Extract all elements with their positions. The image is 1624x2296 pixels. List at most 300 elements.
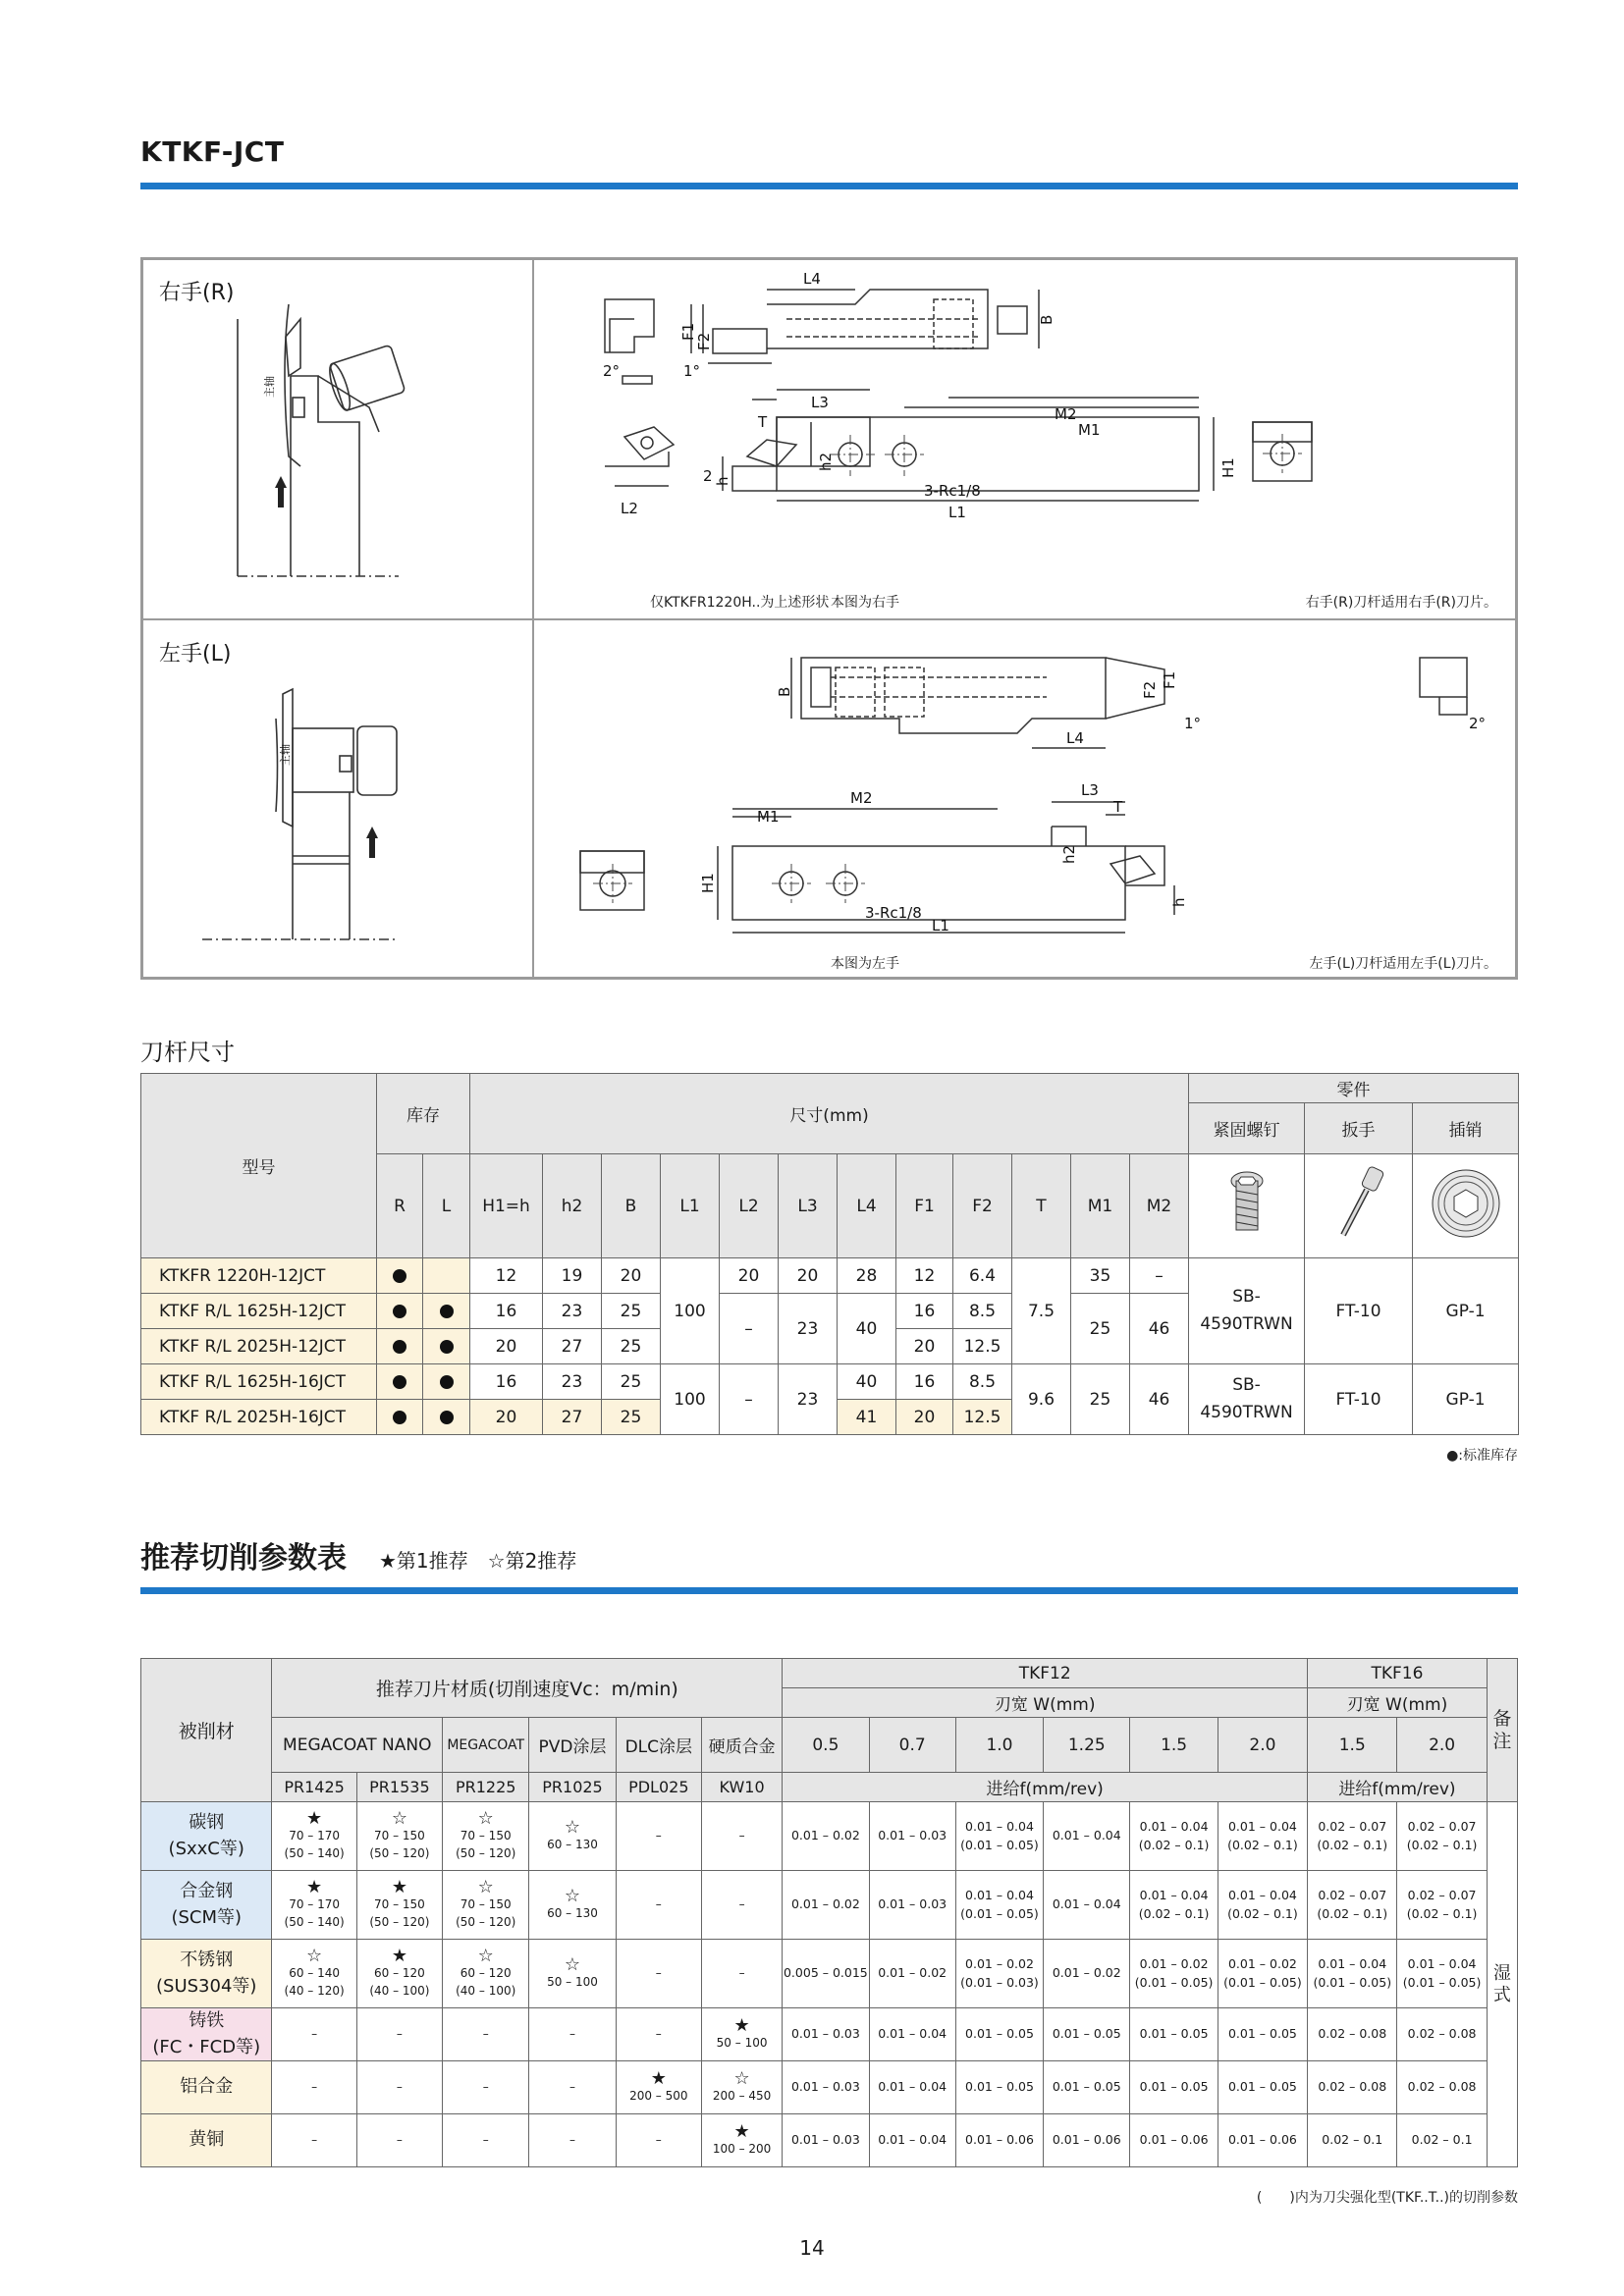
feed-cell	[783, 2008, 869, 2061]
col-model: 型号	[141, 1074, 377, 1258]
grade-speed-cell	[616, 2114, 701, 2167]
speed-value: –	[396, 2132, 403, 2147]
cutting-row	[141, 2114, 1518, 2167]
col-tkf16: TKF16	[1308, 1659, 1488, 1688]
feed-cell	[1308, 1802, 1397, 1871]
row-F2: 12.5	[953, 1400, 1012, 1435]
feed-value: 0.01 – 0.02	[965, 1956, 1034, 1972]
row-L3: 20	[779, 1258, 838, 1294]
feed-value-reinforced: (0.01 – 0.05)	[1134, 1974, 1214, 1990]
cutting-row	[141, 1802, 1518, 1871]
dim-angle1-right: 1°	[683, 362, 701, 380]
feed-cell	[1218, 2008, 1307, 2061]
workpiece-cell	[141, 1940, 272, 2008]
feed-cell	[1397, 2114, 1487, 2167]
width-0.5: 0.5	[783, 1718, 869, 1773]
holder-dimension-table	[140, 1073, 1519, 1435]
feed-cell	[1218, 2061, 1307, 2114]
grade-PR1025: PR1025	[529, 1773, 616, 1802]
col-grade-title: 推荐刀片材质(切削速度Vc：m/min)	[272, 1659, 783, 1718]
grade-speed-cell	[272, 2114, 356, 2167]
row-L3: 23	[779, 1294, 838, 1364]
col-remarks: 备注	[1487, 1659, 1517, 1802]
feed-cell	[1130, 1940, 1218, 2008]
feed-value: 0.01 – 0.05	[1052, 2079, 1121, 2095]
recommend-mark: ☆	[391, 1808, 407, 1830]
workpiece-cell	[141, 2061, 272, 2114]
feed-value-reinforced: (0.01 – 0.05)	[960, 1905, 1039, 1921]
row-h2: 19	[543, 1258, 602, 1294]
col-M1: M1	[1071, 1154, 1130, 1258]
dim-F1-left: F1	[1161, 670, 1178, 689]
col-H1h: H1=h	[470, 1154, 543, 1258]
dim-L1-left: L1	[932, 917, 949, 934]
speed-value: –	[655, 1965, 662, 1980]
feed-value: 0.02 – 0.08	[1318, 2026, 1387, 2042]
feed-value: 0.02 – 0.08	[1407, 2079, 1477, 2095]
stock-L-dot	[423, 1400, 470, 1435]
row-L4: 40	[838, 1364, 896, 1400]
feed-value: 0.01 – 0.03	[878, 1828, 947, 1843]
feed-cell	[955, 1802, 1043, 1871]
row-model: KTKFR 1220H-12JCT	[141, 1258, 377, 1294]
feed-value: 0.02 – 0.07	[1407, 1888, 1477, 1903]
speed-value: –	[568, 2132, 575, 2147]
col-size: 尺寸(mm)	[470, 1074, 1189, 1154]
workpiece-example: (SUS304等)	[156, 1975, 257, 1997]
feed-value: 0.01 – 0.05	[1052, 2026, 1121, 2042]
row-L4: 28	[838, 1258, 896, 1294]
speed-value-reinforced: (50 – 140)	[284, 1914, 345, 1929]
stock-L-dot	[423, 1329, 470, 1364]
cutting-row	[141, 2008, 1518, 2061]
speed-value: –	[396, 2026, 403, 2041]
feed-cell	[869, 2008, 955, 2061]
dim-B-left: B	[776, 686, 793, 697]
feed-value: 0.01 – 0.06	[965, 2132, 1034, 2148]
feed-cell	[1044, 1940, 1130, 2008]
grade-speed-cell	[616, 2008, 701, 2061]
speed-value: –	[568, 2079, 575, 2094]
col-L3: L3	[779, 1154, 838, 1258]
speed-value: 60 – 130	[547, 1905, 598, 1920]
coating-dlc: DLC涂层	[616, 1718, 701, 1773]
feed-value: 0.01 – 0.06	[1139, 2132, 1209, 2148]
row-L2: 20	[720, 1258, 779, 1294]
workpiece-cell	[141, 1871, 272, 1940]
grade-speed-cell	[701, 2114, 782, 2167]
row-M2: 46	[1130, 1294, 1189, 1364]
grade-speed-cell	[272, 1940, 356, 2008]
feed-value: 0.01 – 0.03	[790, 2132, 860, 2148]
feed-value: 0.02 – 0.08	[1407, 2026, 1477, 2042]
grade-speed-cell	[616, 1871, 701, 1940]
speed-value: 60 – 120	[460, 1966, 512, 1981]
stock-L-dot	[423, 1364, 470, 1400]
col-tkf12: TKF12	[783, 1659, 1308, 1688]
speed-value: 50 – 100	[547, 1974, 598, 1989]
feed-cell	[1397, 1871, 1487, 1940]
recommend-mark: ☆	[564, 1816, 581, 1838]
speed-value: –	[396, 2079, 403, 2094]
speed-value: 200 – 500	[629, 2088, 688, 2103]
feed-cell	[1044, 2008, 1130, 2061]
feed-cell	[1397, 2061, 1487, 2114]
recommend-mark: ☆	[733, 2067, 750, 2089]
workpiece-example: (FC・FCD等)	[152, 2036, 261, 2057]
grade-speed-cell	[356, 1940, 442, 2008]
row-F1: 16	[896, 1364, 953, 1400]
dim-port-right: 3-Rc1/8	[924, 482, 981, 500]
dim-two-right: 2	[703, 467, 713, 485]
holder-row	[141, 1258, 1519, 1294]
dim-h2-left: h2	[1060, 844, 1078, 864]
col-T: T	[1012, 1154, 1071, 1258]
grade-PR1535: PR1535	[356, 1773, 442, 1802]
grade-speed-cell	[356, 2061, 442, 2114]
row-B: 25	[602, 1400, 661, 1435]
right-caption-view: 本图为右手	[831, 595, 899, 611]
grade-speed-cell	[701, 1940, 782, 2008]
grade-speed-cell	[443, 1871, 529, 1940]
cutting-section-title: 推荐切削参数表	[140, 1541, 347, 1575]
feed-value: 0.01 – 0.04	[965, 1819, 1034, 1835]
row-F2: 6.4	[953, 1258, 1012, 1294]
speed-value: 60 – 120	[373, 1966, 425, 1981]
speed-value: –	[311, 2026, 318, 2041]
feed-value: 0.02 – 0.1	[1411, 2132, 1473, 2148]
dim-T-left: T	[1113, 798, 1123, 816]
feed-value: 0.01 – 0.05	[1139, 2079, 1209, 2095]
grade-speed-cell	[272, 1871, 356, 1940]
grade-PR1425: PR1425	[272, 1773, 356, 1802]
feed-cell	[783, 1802, 869, 1871]
feed-value-reinforced: (0.02 – 0.1)	[1406, 1905, 1478, 1921]
workpiece-name: 合金钢	[180, 1881, 234, 1902]
page-title: KTKF-JCT	[140, 135, 285, 168]
feed-value: 0.005 – 0.015	[783, 1965, 868, 1981]
width16-2.0: 2.0	[1397, 1718, 1487, 1773]
row-F2: 8.5	[953, 1364, 1012, 1400]
screw-icon	[1189, 1154, 1305, 1258]
grade-PDL025: PDL025	[616, 1773, 701, 1802]
grade-speed-cell	[701, 1871, 782, 1940]
feed-cell	[869, 2114, 955, 2167]
right-hand-dimension-drawing	[536, 260, 1518, 618]
row-L1: 100	[661, 1258, 720, 1364]
dim-M2-right: M2	[1055, 405, 1077, 423]
grade-speed-cell	[529, 2008, 616, 2061]
feed-cell	[783, 1940, 869, 2008]
row-F1: 20	[896, 1400, 953, 1435]
feed-cell	[1218, 1802, 1307, 1871]
cutting-divider	[140, 1587, 1518, 1594]
grade-speed-cell	[272, 1802, 356, 1871]
row-screw: SB-4590TRWN	[1189, 1364, 1305, 1435]
row-T: 7.5	[1012, 1258, 1071, 1364]
stock-R-dot	[377, 1329, 423, 1364]
feed-cell	[1397, 1940, 1487, 2008]
workpiece-name: 铝合金	[180, 2076, 234, 2098]
grade-speed-cell	[356, 2114, 442, 2167]
row-plug: GP-1	[1413, 1258, 1519, 1364]
dim-M1-left: M1	[757, 808, 780, 826]
row-model: KTKF R/L 1625H-12JCT	[141, 1294, 377, 1329]
left-caption-view: 本图为左手	[831, 956, 899, 972]
feed-cell	[1044, 2061, 1130, 2114]
feed-value: 0.01 – 0.02	[790, 1896, 860, 1912]
recommend-mark: ☆	[477, 1946, 494, 1967]
grade-speed-cell	[701, 1802, 782, 1871]
dim-L2-right: L2	[621, 500, 638, 517]
stock-R-dot	[377, 1258, 423, 1294]
feed-value: 0.01 – 0.06	[1052, 2132, 1121, 2148]
cutting-footnote: ( )内为刀尖强化型(TKF..T..)的切削参数	[1256, 2190, 1518, 2206]
row-M1: 25	[1071, 1294, 1130, 1364]
speed-value-reinforced: (40 – 100)	[369, 1983, 430, 1998]
recommend-mark: ☆	[564, 1953, 581, 1975]
feed-value: 0.01 – 0.02	[1227, 1956, 1297, 1972]
grade-speed-cell	[616, 2061, 701, 2114]
dim-h-left: h	[1170, 897, 1188, 907]
row-L4: 41	[838, 1400, 896, 1435]
dim-F2-left: F2	[1141, 680, 1159, 699]
feed-value-reinforced: (0.02 – 0.1)	[1227, 1837, 1298, 1852]
recommend-mark: ★	[650, 2067, 667, 2089]
row-B: 25	[602, 1329, 661, 1364]
feed-cell	[783, 1871, 869, 1940]
col-R: R	[377, 1154, 423, 1258]
row-H1h: 12	[470, 1258, 543, 1294]
dim-angle1-left: 1°	[1184, 715, 1202, 732]
recommend-mark: ★	[391, 1946, 407, 1967]
plug-icon	[1413, 1154, 1519, 1258]
feed-cell	[1218, 2114, 1307, 2167]
page-number: 14	[799, 2236, 825, 2260]
dim-F2-right: F2	[695, 332, 713, 350]
coating-megacoat: MEGACOAT	[443, 1718, 529, 1773]
feed-cell	[1130, 2114, 1218, 2167]
feed-cell	[869, 1871, 955, 1940]
coating-pvd: PVD涂层	[529, 1718, 616, 1773]
feed-value: 0.01 – 0.02	[1052, 1965, 1121, 1981]
col-h2: h2	[543, 1154, 602, 1258]
feed-value-reinforced: (0.01 – 0.05)	[1313, 1974, 1392, 1990]
speed-value-reinforced: (40 – 100)	[456, 1983, 516, 1998]
feed-cell	[955, 1871, 1043, 1940]
dim-port-left: 3-Rc1/8	[865, 904, 922, 922]
speed-value: 70 – 150	[373, 1897, 425, 1912]
speed-value: 70 – 150	[373, 1829, 425, 1843]
speed-value: 60 – 140	[289, 1966, 340, 1981]
speed-value: –	[482, 2026, 489, 2041]
workpiece-cell	[141, 1802, 272, 1871]
feed-value: 0.02 – 0.08	[1318, 2079, 1387, 2095]
right-hand-label: 右手(R)	[159, 281, 235, 305]
grade-speed-cell	[356, 2008, 442, 2061]
speed-value: –	[738, 1896, 745, 1911]
grade-speed-cell	[443, 2061, 529, 2114]
grade-speed-cell	[616, 1802, 701, 1871]
recommend-mark: ★	[391, 1877, 407, 1898]
feed-cell	[1130, 2008, 1218, 2061]
speed-value-reinforced: (40 – 120)	[284, 1983, 345, 1998]
grade-speed-cell	[529, 1871, 616, 1940]
right-caption-note: 仅KTKFR1220H..为上述形状	[650, 595, 830, 611]
grade-speed-cell	[272, 2008, 356, 2061]
feed-cell	[783, 2061, 869, 2114]
workpiece-name: 不锈钢	[180, 1949, 234, 1971]
feed-cell	[1130, 2061, 1218, 2114]
speed-value: 70 – 170	[289, 1897, 340, 1912]
left-caption-apply: 左手(L)刀杆适用左手(L)刀片。	[1309, 956, 1497, 972]
row-B: 25	[602, 1294, 661, 1329]
speed-value: –	[655, 2132, 662, 2147]
feed-value: 0.01 – 0.05	[1139, 2026, 1209, 2042]
feed-cell	[1044, 2114, 1130, 2167]
col-L4: L4	[838, 1154, 896, 1258]
dim-L1-right: L1	[948, 504, 966, 521]
width-0.7: 0.7	[869, 1718, 955, 1773]
speed-value: 70 – 170	[289, 1829, 340, 1843]
coating-carbide: 硬质合金	[701, 1718, 782, 1773]
speed-value: –	[655, 1828, 662, 1842]
workpiece-name: 碳钢	[189, 1812, 225, 1834]
grade-speed-cell	[356, 1802, 442, 1871]
row-M1: 35	[1071, 1258, 1130, 1294]
speed-value: –	[568, 2026, 575, 2041]
row-H1h: 16	[470, 1294, 543, 1329]
row-H1h: 16	[470, 1364, 543, 1400]
speed-value: –	[482, 2132, 489, 2147]
feed-value: 0.01 – 0.02	[790, 1828, 860, 1843]
dim-H1-left: H1	[699, 873, 717, 893]
row-model: KTKF R/L 2025H-16JCT	[141, 1400, 377, 1435]
feed-cell	[1308, 1871, 1397, 1940]
cutting-parameter-table	[140, 1658, 1518, 2167]
dim-T-right: T	[758, 413, 768, 431]
col-B: B	[602, 1154, 661, 1258]
cutting-table-body	[141, 1802, 1518, 2167]
col-workpiece: 被削材	[141, 1659, 272, 1802]
recommend-mark: ★	[733, 2120, 750, 2142]
spindle-label-left: 主轴	[279, 744, 292, 766]
width-1.25: 1.25	[1044, 1718, 1130, 1773]
col-width-12: 刃宽 W(mm)	[783, 1688, 1308, 1718]
speed-value-reinforced: (50 – 120)	[369, 1845, 430, 1860]
speed-value: 200 – 450	[712, 2088, 772, 2103]
feed-value: 0.01 – 0.02	[878, 1965, 947, 1981]
speed-value: 60 – 130	[547, 1837, 598, 1851]
row-h2: 27	[543, 1400, 602, 1435]
row-L2: –	[720, 1364, 779, 1435]
row-L3: 23	[779, 1364, 838, 1435]
feed-value-reinforced: (0.01 – 0.05)	[1402, 1974, 1482, 1990]
speed-value: 100 – 200	[712, 2141, 772, 2156]
col-L2: L2	[720, 1154, 779, 1258]
grade-speed-cell	[529, 1802, 616, 1871]
feed-cell	[1308, 1940, 1397, 2008]
feed-cell	[1130, 1871, 1218, 1940]
grade-KW10: KW10	[701, 1773, 782, 1802]
feed-value: 0.01 – 0.06	[1227, 2132, 1297, 2148]
feed-cell	[783, 2114, 869, 2167]
dim-H1-right: H1	[1219, 457, 1237, 478]
holder-row	[141, 1364, 1519, 1400]
row-F1: 12	[896, 1258, 953, 1294]
speed-value: –	[311, 2079, 318, 2094]
row-F2: 12.5	[953, 1329, 1012, 1364]
row-F2: 8.5	[953, 1294, 1012, 1329]
feed-cell	[1397, 1802, 1487, 1871]
feed-value: 0.01 – 0.04	[1139, 1819, 1209, 1835]
row-M1: 25	[1071, 1364, 1130, 1435]
holder-section-title: 刀杆尺寸	[140, 1039, 235, 1066]
speed-value: –	[655, 2026, 662, 2041]
dim-angle2-right: 2°	[603, 362, 621, 380]
width-2.0: 2.0	[1218, 1718, 1307, 1773]
feed-value-reinforced: (0.02 – 0.1)	[1317, 1905, 1388, 1921]
workpiece-name: 铸铁	[189, 2010, 225, 2032]
feed-value-reinforced: (0.02 – 0.1)	[1138, 1837, 1210, 1852]
row-B: 20	[602, 1258, 661, 1294]
speed-value: 50 – 100	[716, 2035, 768, 2050]
recommend-mark: ☆	[477, 1808, 494, 1830]
spindle-label-right: 主轴	[263, 376, 276, 398]
dim-L3-left: L3	[1081, 781, 1099, 799]
feed-cell	[955, 1940, 1043, 2008]
recommend-mark: ☆	[564, 1885, 581, 1906]
recommend-mark: ★	[306, 1808, 323, 1830]
cutting-row	[141, 2061, 1518, 2114]
row-T: 9.6	[1012, 1364, 1071, 1435]
speed-value: –	[311, 2132, 318, 2147]
dim-M1-right: M1	[1078, 421, 1101, 439]
feed-cell	[1397, 2008, 1487, 2061]
workpiece-cell	[141, 2114, 272, 2167]
feed-value: 0.01 – 0.04	[1227, 1888, 1297, 1903]
feed-cell	[955, 2008, 1043, 2061]
feed-cell	[1044, 1871, 1130, 1940]
col-screw: 紧固螺钉	[1189, 1103, 1305, 1154]
stock-R-dot	[377, 1294, 423, 1329]
workpiece-name: 黄铜	[189, 2129, 225, 2151]
feed-value: 0.02 – 0.07	[1407, 1819, 1477, 1835]
col-stock: 库存	[377, 1074, 470, 1154]
row-wrench: FT-10	[1305, 1258, 1413, 1364]
recommend-mark: ☆	[306, 1946, 323, 1967]
feed-value: 0.01 – 0.05	[1227, 2079, 1297, 2095]
speed-value: –	[738, 1965, 745, 1980]
feed-cell	[955, 2061, 1043, 2114]
col-F2: F2	[953, 1154, 1012, 1258]
dim-angle2-left: 2°	[1469, 715, 1487, 732]
feed-cell	[1218, 1940, 1307, 2008]
width-1.0: 1.0	[955, 1718, 1043, 1773]
grade-speed-cell	[272, 2061, 356, 2114]
row-L4: 40	[838, 1294, 896, 1364]
dim-L4-left: L4	[1066, 729, 1084, 747]
grade-speed-cell	[356, 1871, 442, 1940]
stock-L-empty	[423, 1258, 470, 1294]
grade-speed-cell	[529, 2114, 616, 2167]
cutting-row	[141, 1871, 1518, 1940]
feed-value: 0.01 – 0.03	[878, 1896, 947, 1912]
dim-F1-right: F1	[679, 322, 697, 341]
grade-speed-cell	[443, 2008, 529, 2061]
dim-B-right: B	[1038, 314, 1056, 325]
dim-h-right: h	[714, 476, 731, 486]
